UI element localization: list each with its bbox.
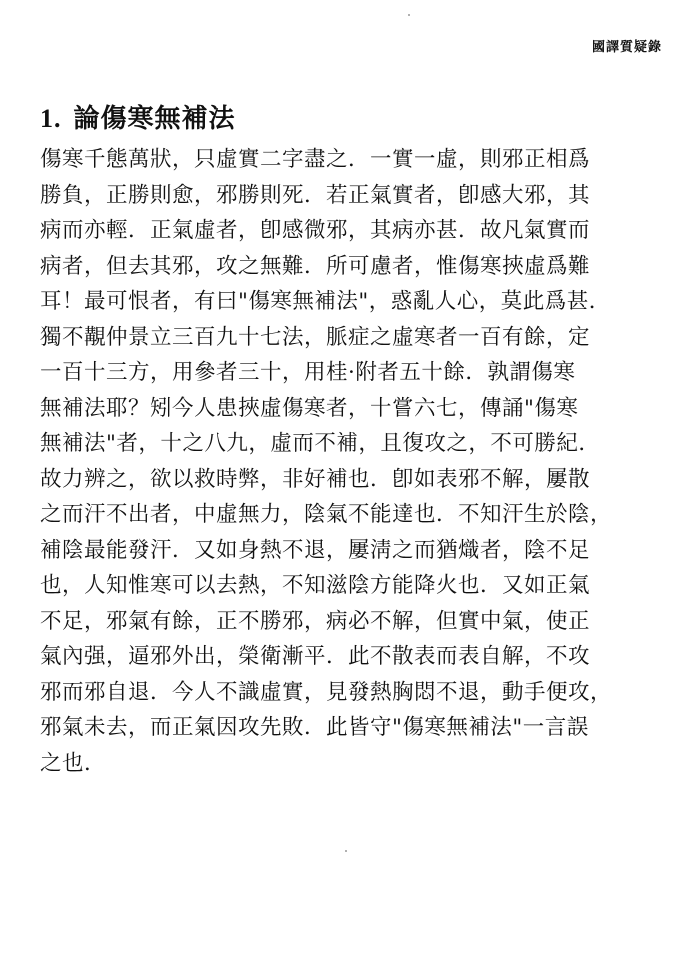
body-line: 傷寒千態萬狀，只虛實二字盡之．一實一虛，則邪正相爲 [40,147,591,172]
section-number: 1. [40,104,62,133]
body-line: 病而亦輕．正氣虛者，卽感微邪，其病亦甚．故凡氣實而 [40,218,591,243]
body-line: 氣內强，逼邪外出，榮衛漸平．此不散表而表自解，不攻 [40,644,591,669]
body-line: 勝負，正勝則愈，邪勝則死．若正氣實者，卽感大邪，其 [40,182,591,208]
body-line: 也，人知惟寒可以去熱，不知滋陰方能降火也．又如正氣 [40,573,591,598]
body-line: 之也． [40,750,107,776]
body-line: 一百十三方，用參者三十，用桂·附者五十餘．孰謂傷寒 [40,360,576,385]
body-line: 之而汗不出者，中虛無力，陰氣不能達也．不知汗生於陰， [40,502,613,527]
section-heading [40,98,236,135]
running-header: 國譯質疑錄 [591,40,662,55]
body-line: 邪氣未去，而正氣因攻先敗．此皆守"傷寒無補法"一言誤 [40,715,589,740]
body-line: 補陰最能發汗．又如身熱不退，屢淸之而猶熾者，陰不足 [40,537,591,563]
body-line: 無補法"者，十之八九，虛而不補，且復攻之，不可勝紀． [40,431,601,456]
body-line: 無補法耶？矧今人患挾虛傷寒者，十嘗六七，傳誦"傷寒 [40,395,579,421]
scan-speck [345,850,347,852]
body-line: 故力辨之，欲以救時弊，非好補也．卽如表邪不解，屢散 [40,466,591,492]
scan-speck [408,14,410,16]
body-line: 不足，邪氣有餘，正不勝邪，病必不解，但實中氣，使正 [40,608,591,634]
body-line: 邪而邪自退．今人不識虛實，見發熱胸悶不退，動手便攻， [40,679,613,705]
body-line: 耳！最可恨者，有曰"傷寒無補法"，惑亂人心，莫此爲甚． [40,289,611,314]
body-line: 獨不覯仲景立三百九十七法，脈症之虛寒者一百有餘，定 [40,324,591,350]
section-title: 論傷寒無補法 [73,104,236,134]
body-paragraph [40,142,665,781]
body-line: 病者，但去其邪，攻之無難．所可慮者，惟傷寒挾虛爲難 [40,253,591,279]
